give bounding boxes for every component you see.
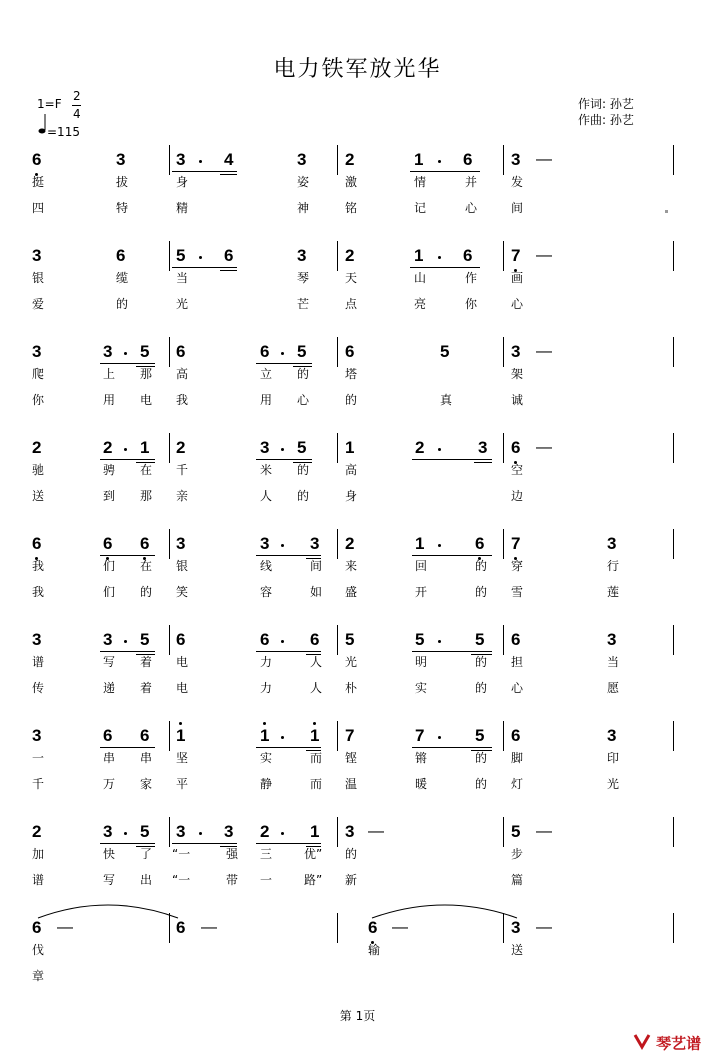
lyric-verse-2: 那 — [140, 489, 153, 503]
note: 6 — [32, 918, 42, 937]
lyric-verse-1: 送 — [511, 943, 524, 957]
lyric-verse-2: 我 — [32, 585, 45, 599]
lyric-verse-1: 加 — [32, 847, 45, 861]
note: 3 — [511, 918, 521, 937]
lyric-verse-1: 千 — [176, 463, 189, 477]
lyric-verse-2: 真 — [440, 393, 453, 407]
sustain-dash: — — [536, 439, 552, 456]
lyric-verse-2: 平 — [176, 777, 189, 791]
lyric-verse-2: 暖 — [415, 777, 428, 791]
lyric-verse-2: 到 — [103, 489, 116, 503]
lyric-verse-2: 愿 — [607, 681, 620, 695]
lyric-verse-1: 了 — [140, 847, 153, 861]
note: 3 — [32, 342, 42, 361]
lyric-verse-1: 挺 — [32, 175, 45, 189]
note: 6 — [32, 150, 42, 169]
lyric-verse-1: 步 — [511, 847, 524, 861]
watermark-logo-icon — [633, 1032, 651, 1054]
lyric-verse-1: 优” — [304, 847, 323, 861]
lyric-verse-2: 开 — [415, 585, 428, 599]
lyric-verse-2: 的 — [297, 489, 310, 503]
lyric-verse-2: 新 — [345, 873, 358, 887]
lyric-verse-1: “一 — [172, 847, 191, 861]
lyric-verse-2: 的 — [475, 777, 488, 791]
note: 6 — [140, 726, 150, 745]
lyric-verse-2: 的 — [475, 585, 488, 599]
lyric-verse-2: 点 — [345, 297, 358, 311]
lyric-verse-2: 心 — [511, 681, 524, 695]
lyric-verse-1: 情 — [414, 175, 427, 189]
lyric-verse-1: 银 — [176, 559, 189, 573]
note: 3 — [224, 822, 234, 841]
note: 6 — [116, 246, 126, 265]
lyric-verse-1: 写 — [103, 655, 116, 669]
note: 3 — [297, 150, 307, 169]
composer-credit: 作曲: 孙艺 — [578, 113, 634, 127]
lyric-verse-1: 回 — [415, 559, 428, 573]
lyric-verse-1: 那 — [140, 367, 153, 381]
lyric-verse-1: 骋 — [103, 463, 116, 477]
note: 3 — [310, 534, 320, 553]
lyric-verse-2: 的 — [116, 297, 129, 311]
lyric-verse-2: 神 — [297, 201, 310, 215]
lyric-verse-1: 身 — [176, 175, 189, 189]
note: 6 — [260, 630, 270, 649]
lyric-verse-1: 空 — [511, 463, 524, 477]
lyric-verse-1: 们 — [103, 559, 116, 573]
note: 1 — [310, 726, 320, 745]
lyric-verse-2: 电 — [176, 681, 189, 695]
note: 3 — [478, 438, 488, 457]
note: 5 — [475, 726, 485, 745]
note: 3 — [260, 438, 270, 457]
note: 3 — [260, 534, 270, 553]
lyric-verse-2: 心 — [465, 201, 478, 215]
lyric-verse-2: 静 — [260, 777, 273, 791]
time-signature-numerator: 2 — [73, 89, 81, 103]
lyric-verse-1: 一 — [32, 751, 45, 765]
note: 5 — [140, 630, 150, 649]
note: 6 — [463, 246, 473, 265]
lyric-verse-2: 万 — [103, 777, 116, 791]
note: 3 — [345, 822, 355, 841]
note: 3 — [511, 342, 521, 361]
lyric-verse-1: 发 — [511, 175, 524, 189]
lyric-verse-1: 琴 — [297, 271, 310, 285]
lyric-verse-2: 心 — [297, 393, 310, 407]
lyric-verse-1: 的 — [297, 463, 310, 477]
note: 6 — [176, 918, 186, 937]
lyric-verse-2: 特 — [116, 201, 129, 215]
lyric-verse-1: 的 — [475, 751, 488, 765]
lyric-verse-1: 穿 — [511, 559, 524, 573]
note: 3 — [511, 150, 521, 169]
sustain-dash: — — [368, 823, 384, 840]
lyric-verse-1: 三 — [260, 847, 273, 861]
note: 3 — [103, 630, 113, 649]
lyric-verse-1: 电 — [176, 655, 189, 669]
note: 5 — [440, 342, 450, 361]
lyric-verse-2: 们 — [103, 585, 116, 599]
note: 6 — [511, 726, 521, 745]
note: 3 — [103, 822, 113, 841]
lyric-verse-1: 姿 — [297, 175, 310, 189]
lyric-verse-2: 笑 — [176, 585, 189, 599]
lyric-verse-2: 力 — [260, 681, 273, 695]
note: 6 — [511, 438, 521, 457]
sustain-dash: — — [57, 919, 73, 936]
lyric-verse-1: 光 — [345, 655, 358, 669]
tempo-marking: =115 — [47, 125, 80, 139]
note: 6 — [224, 246, 234, 265]
page-number: 第 1页 — [339, 1009, 376, 1023]
note: 3 — [176, 534, 186, 553]
lyric-verse-2: 你 — [32, 393, 45, 407]
note: 2 — [345, 246, 355, 265]
note: 7 — [345, 726, 355, 745]
lyric-verse-1: 线 — [260, 559, 273, 573]
note: 1 — [415, 534, 425, 553]
lyric-verse-1: 的 — [475, 655, 488, 669]
note: 6 — [176, 630, 186, 649]
note: 2 — [345, 150, 355, 169]
lyric-verse-2: 送 — [32, 489, 45, 503]
lyric-verse-1: 高 — [345, 463, 358, 477]
lyric-verse-2: 光 — [607, 777, 620, 791]
lyric-verse-2: 的 — [475, 681, 488, 695]
lyric-verse-2: 记 — [414, 201, 427, 215]
lyric-verse-1: 的 — [475, 559, 488, 573]
note: 3 — [103, 342, 113, 361]
lyric-verse-1: 立 — [260, 367, 273, 381]
note: 1 — [176, 726, 186, 745]
lyric-verse-1: 爬 — [32, 367, 45, 381]
note: 1 — [310, 822, 320, 841]
note: 1 — [414, 150, 424, 169]
lyric-verse-2: 人 — [310, 681, 323, 695]
lyric-verse-2: 实 — [415, 681, 428, 695]
lyric-verse-1: 在 — [140, 463, 153, 477]
lyric-verse-2: 的 — [140, 585, 153, 599]
lyric-verse-1: 坚 — [176, 751, 189, 765]
lyric-verse-1: 来 — [345, 559, 358, 573]
watermark-text: 琴艺谱 — [656, 1034, 702, 1053]
lyric-verse-1: 脚 — [511, 751, 524, 765]
note: 2 — [345, 534, 355, 553]
note: 2 — [176, 438, 186, 457]
lyric-verse-1: 并 — [465, 175, 478, 189]
lyric-verse-1: 塔 — [345, 367, 358, 381]
sustain-dash: — — [536, 247, 552, 264]
lyric-verse-1: 行 — [607, 559, 620, 573]
note: 3 — [607, 630, 617, 649]
note: 2 — [32, 822, 42, 841]
sustain-dash: — — [536, 919, 552, 936]
note: 5 — [176, 246, 186, 265]
lyric-verse-1: 在 — [140, 559, 153, 573]
sustain-dash: — — [536, 823, 552, 840]
lyric-verse-2: “一 — [172, 873, 191, 887]
lyric-verse-2: 带 — [226, 873, 239, 887]
lyric-verse-2: 朴 — [345, 681, 358, 695]
lyric-verse-2: 传 — [32, 681, 45, 695]
note: 6 — [310, 630, 320, 649]
lyric-verse-2: 爱 — [32, 297, 45, 311]
note: 3 — [32, 630, 42, 649]
note: 3 — [32, 246, 42, 265]
lyric-verse-2: 盛 — [345, 585, 358, 599]
lyric-verse-2: 芒 — [297, 297, 310, 311]
lyric-verse-2: 亮 — [414, 297, 427, 311]
lyric-verse-1: 架 — [511, 367, 524, 381]
lyric-verse-2: 光 — [176, 297, 189, 311]
lyric-verse-2: 而 — [310, 777, 323, 791]
lyric-verse-1: 高 — [176, 367, 189, 381]
lyric-verse-2: 精 — [176, 201, 189, 215]
lyric-verse-2: 路” — [304, 873, 323, 887]
note: 1 — [414, 246, 424, 265]
lyric-verse-1: 而 — [310, 751, 323, 765]
lyric-verse-1: 输 — [368, 943, 381, 957]
lyric-verse-2: 用 — [103, 393, 116, 407]
note: 3 — [176, 150, 186, 169]
tie-arc — [372, 905, 517, 918]
note: 3 — [607, 534, 617, 553]
lyricist-credit: 作词: 孙艺 — [578, 97, 634, 111]
lyric-verse-2: 如 — [310, 585, 323, 599]
lyric-verse-2: 的 — [345, 393, 358, 407]
lyric-verse-1: 银 — [32, 271, 45, 285]
note: 6 — [260, 342, 270, 361]
lyric-verse-1: 驰 — [32, 463, 45, 477]
lyric-verse-1: 的 — [345, 847, 358, 861]
lyric-verse-1: 谱 — [32, 655, 45, 669]
lyric-verse-1: 着 — [140, 655, 153, 669]
note: 6 — [368, 918, 378, 937]
note: 7 — [511, 534, 521, 553]
note: 5 — [140, 822, 150, 841]
watermark-logo — [633, 1032, 701, 1054]
note: 6 — [511, 630, 521, 649]
lyric-verse-1: 强 — [226, 847, 239, 861]
note: 3 — [32, 726, 42, 745]
lyric-verse-1: 实 — [260, 751, 273, 765]
lyric-verse-1: 当 — [176, 271, 189, 285]
lyric-verse-2: 雪 — [511, 585, 524, 599]
lyric-verse-2: 写 — [103, 873, 116, 887]
note: 2 — [32, 438, 42, 457]
lyric-verse-2: 篇 — [511, 873, 524, 887]
lyric-verse-2: 人 — [260, 489, 273, 503]
note: 6 — [32, 534, 42, 553]
lyric-verse-2: 容 — [260, 585, 273, 599]
lyric-verse-1: 间 — [310, 559, 323, 573]
lyric-verse-2: 我 — [176, 393, 189, 407]
time-signature-denominator: 4 — [73, 107, 81, 121]
note: 2 — [103, 438, 113, 457]
lyric-verse-2: 心 — [511, 297, 524, 311]
lyric-verse-1: 我 — [32, 559, 45, 573]
note: 3 — [607, 726, 617, 745]
note: 6 — [140, 534, 150, 553]
note: 5 — [297, 438, 307, 457]
lyric-verse-2: 着 — [140, 681, 153, 695]
lyric-verse-1: 印 — [607, 751, 620, 765]
lyric-verse-2: 用 — [260, 393, 273, 407]
song-title: 电力铁军放光华 — [273, 57, 442, 82]
note: 2 — [415, 438, 425, 457]
lyric-verse-2: 亲 — [176, 489, 189, 503]
lyric-verse-2: 莲 — [607, 585, 620, 599]
lyric-verse-1: 力 — [260, 655, 273, 669]
lyric-verse-2: 铭 — [345, 201, 358, 215]
lyric-verse-1: 担 — [511, 655, 524, 669]
lyric-verse-2: 灯 — [511, 777, 524, 791]
lyric-verse-2: 出 — [140, 873, 153, 887]
lyric-verse-2: 诚 — [511, 393, 524, 407]
lyric-verse-2: 家 — [140, 777, 153, 791]
note: 7 — [511, 246, 521, 265]
stray-mark — [665, 210, 668, 213]
sustain-dash: — — [201, 919, 217, 936]
note: 3 — [116, 150, 126, 169]
lyric-verse-1: 天 — [345, 271, 358, 285]
lyric-verse-2: 四 — [32, 201, 45, 215]
note: 5 — [297, 342, 307, 361]
note: 5 — [345, 630, 355, 649]
lyric-verse-1: 串 — [140, 751, 153, 765]
lyric-verse-2: 电 — [140, 393, 153, 407]
lyric-verse-2: 章 — [32, 969, 45, 983]
note: 4 — [224, 150, 234, 169]
note: 1 — [260, 726, 270, 745]
note: 6 — [463, 150, 473, 169]
lyric-verse-1: 人 — [310, 655, 323, 669]
lyric-verse-2: 谱 — [32, 873, 45, 887]
lyric-verse-1: 激 — [345, 175, 358, 189]
lyric-verse-1: 明 — [415, 655, 428, 669]
lyric-verse-2: 身 — [345, 489, 358, 503]
note: 5 — [475, 630, 485, 649]
lyric-verse-1: 伐 — [32, 943, 45, 957]
note: 1 — [345, 438, 355, 457]
note: 5 — [140, 342, 150, 361]
note: 6 — [475, 534, 485, 553]
lyric-verse-1: 米 — [260, 463, 273, 477]
note: 7 — [415, 726, 425, 745]
lyric-verse-1: 缆 — [116, 271, 129, 285]
tie-arc — [38, 905, 178, 918]
note: 3 — [297, 246, 307, 265]
sustain-dash: — — [392, 919, 408, 936]
sustain-dash: — — [536, 343, 552, 360]
key-signature: 1=F — [37, 97, 62, 111]
lyric-verse-2: 边 — [511, 489, 524, 503]
lyric-verse-1: 串 — [103, 751, 116, 765]
lyric-verse-1: 的 — [297, 367, 310, 381]
lyric-verse-1: 画 — [511, 271, 524, 285]
lyric-verse-1: 拔 — [116, 175, 129, 189]
lyric-verse-2: 递 — [103, 681, 116, 695]
note: 2 — [260, 822, 270, 841]
note: 6 — [103, 726, 113, 745]
lyric-verse-1: 山 — [414, 271, 427, 285]
lyric-verse-2: 一 — [260, 873, 273, 887]
lyric-verse-1: 锵 — [415, 751, 428, 765]
note: 6 — [103, 534, 113, 553]
note: 6 — [176, 342, 186, 361]
lyric-verse-2: 温 — [345, 777, 358, 791]
lyric-verse-2: 间 — [511, 201, 524, 215]
lyric-verse-1: 快 — [103, 847, 116, 861]
note: 5 — [511, 822, 521, 841]
note: 1 — [140, 438, 150, 457]
lyric-verse-2: 你 — [465, 297, 478, 311]
lyric-verse-2: 千 — [32, 777, 45, 791]
note: 3 — [176, 822, 186, 841]
lyric-verse-1: 铿 — [345, 751, 358, 765]
lyric-verse-1: 上 — [103, 367, 116, 381]
sustain-dash: — — [536, 151, 552, 168]
note: 5 — [415, 630, 425, 649]
lyric-verse-1: 当 — [607, 655, 620, 669]
note: 6 — [345, 342, 355, 361]
lyric-verse-1: 作 — [465, 271, 478, 285]
